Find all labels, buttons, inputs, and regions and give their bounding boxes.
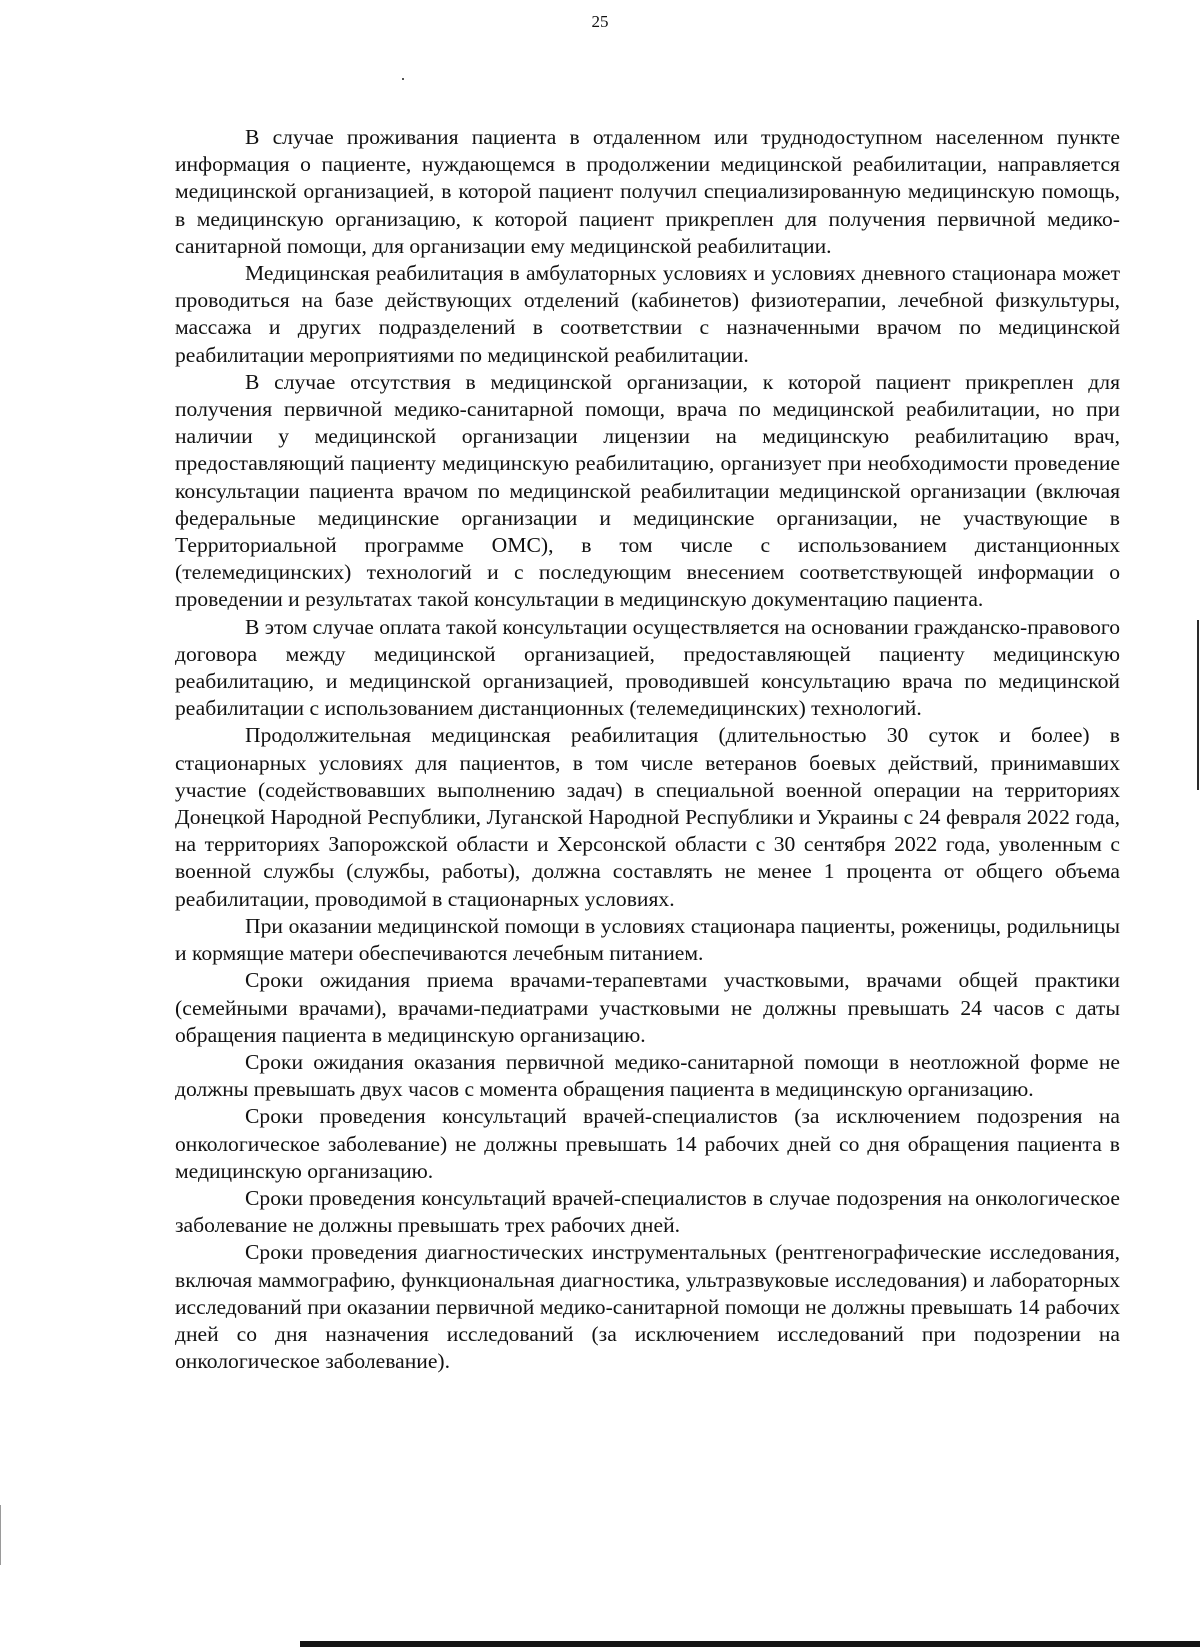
paragraph-remote-residence: В случае проживания пациента в отдаленном или труднодоступном населенном пункте информация о пациенте, нуждающемся в продолжении медицинской реабилитации, направляется медицинской организацией, в которой пациент получил специализированную медицинскую помощь, в медицинскую организацию, к которой пациент прикреплен для получения первичной медико-санитарной помощи, для организации ему медицинской реабилитации. — [175, 125, 1120, 258]
paragraph-specialist-consultation-time: Сроки проведения консультаций врачей-специалистов (за исключением подозрения на онкологическое заболевание) не должны превышать 14 рабочих дней со дня обращения пациента в медицинскую организацию. — [175, 1104, 1120, 1183]
paragraph-absent-rehab-doctor: В случае отсутствия в медицинской организации, к которой пациент прикреплен для получения первичной медико-санитарной помощи, врача по медицинской реабилитации, но при наличии у медицинской организации лицензии на медицинскую реабилитацию врач, предоставляющий пациенту медицинскую реабилитацию, организует при необходимости проведение консультации пациента врачом по медицинской реабилитации медицинской организации (включая федеральные медицинские организации и медицинские организации, не участвующие в Территориальной программе ОМС), в том числе с использованием дистанционных (телемедицинских) технологий и с последующим внесением соответствующей информации о проведении и результатах такой консультации в медицинскую документацию пациента. — [175, 369, 1120, 612]
paragraph-therapist-waiting-time: Сроки ожидания приема врачами-терапевтами участковыми, врачами общей практики (семейными врачами), врачами-педиатрами участковыми не должны превышать 24 часов с даты обращения пациента в медицинскую организацию. — [175, 968, 1120, 1047]
scan-edge-mark-left — [0, 1505, 1, 1565]
paragraph-long-term-rehabilitation: Продолжительная медицинская реабилитация (длительностью 30 суток и более) в стационарных условиях для пациентов, в том числе ветеранов боевых действий, принимавших участие (содействовавших выполнению задач) в специальной военной операции на территориях Донецкой Народной Республики, Луганской Народной Республики и Украины с 24 февраля 2022 года, на территориях Запорожской области и Херсонской области с 30 сентября 2022 года, уволенным с военной службы (службы, работы), должна составлять не менее 1 процента от общего объема реабилитации, проводимой в стационарных условиях. — [175, 723, 1120, 911]
paragraph-urgent-care-waiting-time: Сроки ожидания оказания первичной медико-санитарной помощи в неотложной форме не должны превышать двух часов с момента обращения пациента в медицинскую организацию. — [175, 1049, 1120, 1102]
paragraph-diagnostic-studies-time: Сроки проведения диагностических инструментальных (рентгенографические исследования, включая маммографию, функциональная диагностика, ультразвуковые исследования) и лабораторных исследований при оказании первичной медико-санитарной помощи не должны превышать 14 рабочих дней со дня назначения исследований (за исключением исследований при подозрении на онкологическое заболевание). — [175, 1240, 1120, 1374]
scan-speck — [402, 78, 404, 80]
paragraph-therapeutic-nutrition: При оказании медицинской помощи в условиях стационара пациенты, роженицы, родильницы и кормящие матери обеспечиваются лечебным питанием. — [175, 913, 1120, 966]
paragraph-outpatient-rehabilitation: Медицинская реабилитация в амбулаторных условиях и условиях дневного стационара может проводиться на базе действующих отделений (кабинетов) физиотерапии, лечебной физкультуры, массажа и других подразделений в соответствии с назначенными врачом по медицинской реабилитации мероприятиями по медицинской реабилитации. — [175, 261, 1120, 367]
document-body — [175, 124, 1120, 1375]
paragraph-oncology-consultation-time: Сроки проведения консультаций врачей-специалистов в случае подозрения на онкологическое заболевание не должны превышать трех рабочих дней. — [175, 1185, 1120, 1238]
scan-bottom-edge — [300, 1641, 1200, 1647]
page-number: 25 — [591, 12, 609, 31]
paragraph-consultation-payment: В этом случае оплата такой консультации осуществляется на основании гражданско-правового договора между медицинской организацией, предоставляющей пациенту медицинскую реабилитацию, и медицинской организацией, проводившей консультацию врача по медицинской реабилитации с использованием дистанционных (телемедицинских) технологий. — [175, 614, 1120, 721]
scan-edge-mark-right — [1197, 620, 1199, 790]
